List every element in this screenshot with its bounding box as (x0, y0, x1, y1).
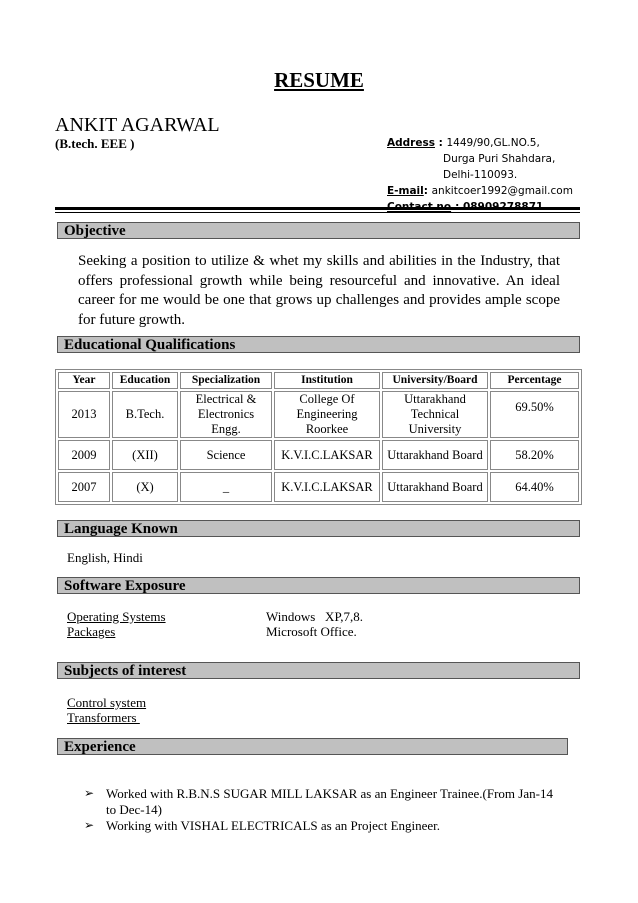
candidate-name: ANKIT AGARWAL (55, 114, 220, 136)
table-row (58, 440, 579, 470)
table-row (58, 472, 579, 502)
cell-percentage: 58.20% (490, 440, 579, 470)
section-objective: Objective (57, 222, 580, 239)
header-divider-thick (55, 207, 580, 210)
languages-text: English, Hindi (67, 550, 143, 565)
arrow-bullet-icon: ➢ (84, 818, 95, 832)
subject-item: Control system (67, 695, 147, 710)
col-specialization: Specialization (180, 372, 272, 389)
cell-education: B.Tech. (112, 391, 178, 438)
email-label: E-mail (387, 185, 424, 197)
table-header-row (58, 372, 579, 389)
cell-specialization: Electrical & Electronics Engg. (180, 391, 272, 438)
col-percentage: Percentage (490, 372, 579, 389)
cell-institution: K.V.I.C.LAKSAR (274, 472, 380, 502)
cell-university: Uttarakhand Board (382, 472, 488, 502)
cell-year: 2007 (58, 472, 110, 502)
cell-university: Uttarakhand Technical University (382, 391, 488, 438)
section-language: Language Known (57, 520, 580, 537)
list-item (82, 786, 562, 817)
header-divider-thin (55, 212, 580, 213)
address-value-1: 1449/90,GL.NO.5, (446, 137, 540, 149)
address-line-2: Durga Puri Shahdara, (443, 153, 556, 165)
objective-text: Seeking a position to utilize & whet my skills and abilities in the Industry, that offers professional growth while being resourceful and innovative. An ideal career for me would be one that grows up challenges and provides ample scope for future growth. (78, 253, 560, 328)
contact-block (387, 135, 587, 215)
cell-percentage: 64.40% (490, 472, 579, 502)
cell-institution: College Of Engineering Roorkee (274, 391, 380, 438)
col-university: University/Board (382, 372, 488, 389)
cell-percentage: 69.50% (490, 391, 579, 438)
experience-list (82, 786, 562, 835)
arrow-bullet-icon: ➢ (84, 786, 95, 800)
cell-education: (XII) (112, 440, 178, 470)
resume-title: RESUME (274, 68, 364, 92)
email-value[interactable]: ankitcoer1992@gmail.com (431, 185, 573, 197)
col-institution: Institution (274, 372, 380, 389)
software-label-os: Operating Systems (67, 609, 166, 624)
cell-year: 2013 (58, 391, 110, 438)
section-subjects: Subjects of interest (57, 662, 580, 679)
experience-text: Working with VISHAL ELECTRICALS as an Project Engineer. (106, 818, 441, 833)
cell-institution: K.V.I.C.LAKSAR (274, 440, 380, 470)
section-software: Software Exposure (57, 577, 580, 594)
address-line-1 (387, 135, 587, 151)
software-value-os: Windows XP,7,8. (266, 609, 363, 624)
address-label: Address (387, 137, 435, 149)
cell-specialization: Science (180, 440, 272, 470)
table-row (58, 391, 579, 438)
email-separator: : (423, 185, 432, 197)
email-line (387, 183, 587, 199)
address-line-3: Delhi-110093. (443, 169, 518, 181)
cell-year: 2009 (58, 440, 110, 470)
section-education: Educational Qualifications (57, 336, 580, 353)
software-value-packages: Microsoft Office. (266, 624, 357, 639)
list-item (82, 818, 562, 834)
experience-text: Worked with R.B.N.S SUGAR MILL LAKSAR as an Engineer Trainee.(From Jan-14 to Dec-14) (106, 786, 553, 817)
col-education: Education (112, 372, 178, 389)
address-separator: : (434, 137, 447, 149)
section-experience: Experience (57, 738, 568, 755)
col-year: Year (58, 372, 110, 389)
cell-specialization: _ (180, 472, 272, 502)
candidate-degree: (B.tech. EEE ) (55, 136, 135, 151)
software-label-packages: Packages (67, 624, 116, 639)
subject-item: Transformers (67, 710, 140, 725)
cell-university: Uttarakhand Board (382, 440, 488, 470)
education-table (55, 369, 582, 505)
cell-education: (X) (112, 472, 178, 502)
